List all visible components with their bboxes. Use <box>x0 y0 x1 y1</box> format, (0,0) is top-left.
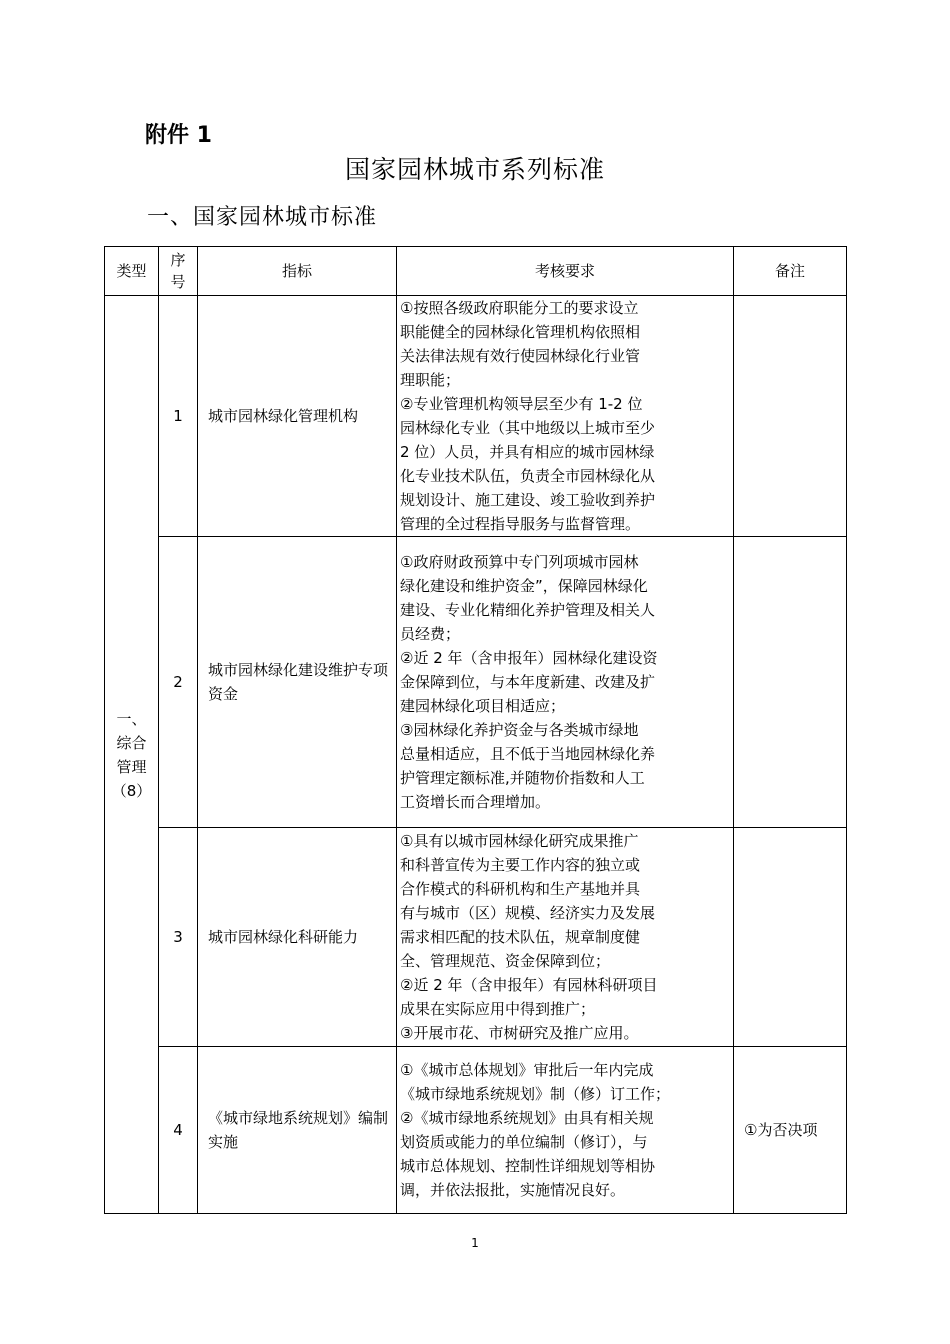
requirement-line: 建园林绿化项目相适应； <box>400 697 566 715</box>
header-note: 备注 <box>734 247 847 296</box>
requirement-line: ①按照各级政府职能分工的要求设立 <box>400 299 639 317</box>
requirement-line: 工资增长而合理增加。 <box>400 793 551 811</box>
requirement-line: 合作模式的科研机构和生产基地并具 <box>400 880 641 898</box>
requirement-line: 城市总体规划、控制性详细规划等相协 <box>400 1157 656 1175</box>
requirement-line: ①《城市总体规划》审批后一年内完成 <box>400 1061 654 1079</box>
requirement-line: 调，并依法报批，实施情况良好。 <box>400 1181 626 1199</box>
category-line3: 管理 <box>116 757 147 776</box>
requirement-line: 金保障到位，与本年度新建、改建及扩 <box>400 673 656 691</box>
requirement-line: 划资质或能力的单位编制（修订），与 <box>400 1133 648 1151</box>
document-title: 国家园林城市系列标准 <box>344 155 605 184</box>
row-number: 1 <box>159 296 198 537</box>
row-requirement <box>397 828 734 1047</box>
standards-table <box>104 246 847 1214</box>
row-note <box>734 296 847 537</box>
row-number: 4 <box>159 1047 198 1214</box>
requirement-line: ②《城市绿地系统规划》由具有相关规 <box>400 1109 654 1127</box>
requirement-line: 全、管理规范、资金保障到位； <box>400 952 611 970</box>
section-title: 一、国家园林城市标准 <box>147 205 378 230</box>
requirement-line: ①具有以城市园林绿化研究成果推广 <box>400 832 639 850</box>
header-no-line1: 序 <box>170 251 186 269</box>
row-requirement <box>397 537 734 828</box>
row-note <box>734 537 847 828</box>
requirement-line: 和科普宣传为主要工作内容的独立或 <box>400 856 641 874</box>
header-requirement: 考核要求 <box>397 247 734 296</box>
category-line4: （8） <box>111 781 152 800</box>
category-line2: 综合 <box>116 733 147 752</box>
requirement-line: 建设、专业化精细化养护管理及相关人 <box>400 601 656 619</box>
header-type: 类型 <box>105 247 159 296</box>
requirement-line: ③园林绿化养护资金与各类城市绿地 <box>400 721 639 739</box>
row-note: ①为否决项 <box>744 1121 818 1139</box>
requirement-line: ②近 2 年（含申报年）园林绿化建设资 <box>400 649 658 667</box>
header-indicator: 指标 <box>198 247 397 296</box>
requirement-line: 理职能； <box>400 371 461 389</box>
requirement-line: 成果在实际应用中得到推广； <box>400 1000 596 1018</box>
row-indicator: 城市园林绿化建设维护专项资金 <box>198 537 397 828</box>
requirement-line: 关法律法规有效行使园林绿化行业管 <box>400 347 641 365</box>
row-indicator: 城市园林绿化科研能力 <box>198 828 397 1047</box>
row-requirement <box>397 296 734 537</box>
requirement-line: 《城市绿地系统规划》制（修）订工作； <box>400 1085 671 1103</box>
requirement-line: 化专业技术队伍，负责全市园林绿化从 <box>400 467 656 485</box>
table-row <box>105 296 847 537</box>
requirement-line: 职能健全的园林绿化管理机构依照相 <box>400 323 641 341</box>
row-number: 3 <box>159 828 198 1047</box>
requirement-line: ①政府财政预算中专门列项城市园林 <box>400 553 639 571</box>
requirement-line: 有与城市（区）规模、经济实力及发展 <box>400 904 656 922</box>
table-row <box>105 1047 847 1214</box>
requirement-line: 2 位）人员，并具有相应的城市园林绿 <box>400 443 655 461</box>
category-cell <box>105 296 159 1214</box>
header-no-line2: 号 <box>170 273 186 291</box>
requirement-line: 员经费； <box>400 625 461 643</box>
row-indicator: 城市园林绿化管理机构 <box>198 296 397 537</box>
table-header-row <box>105 247 847 296</box>
requirement-line: 管理的全过程指导服务与监督管理。 <box>400 515 641 533</box>
requirement-line: ②专业管理机构领导层至少有 1-2 位 <box>400 395 643 413</box>
attachment-label: 附件 1 <box>145 123 212 148</box>
table-row <box>105 828 847 1047</box>
requirement-line: 需求相匹配的技术队伍，规章制度健 <box>400 928 641 946</box>
requirement-line: ②近 2 年（含申报年）有园林科研项目 <box>400 976 658 994</box>
row-requirement <box>397 1047 734 1214</box>
row-indicator: 《城市绿地系统规划》编制实施 <box>198 1047 397 1214</box>
row-note <box>734 828 847 1047</box>
requirement-line: 护管理定额标准,并随物价指数和人工 <box>400 769 645 787</box>
row-note-cell <box>734 1047 847 1214</box>
requirement-line: 绿化建设和维护资金”，保障园林绿化 <box>400 577 648 595</box>
header-no <box>159 247 198 296</box>
table-row <box>105 537 847 828</box>
row-number: 2 <box>159 537 198 828</box>
requirement-line: 总量相适应，且不低于当地园林绿化养 <box>400 745 656 763</box>
page-number: 1 <box>471 1236 479 1250</box>
requirement-line: ③开展市花、市树研究及推广应用。 <box>400 1024 639 1042</box>
requirement-line: 规划设计、施工建设、竣工验收到养护 <box>400 491 656 509</box>
requirement-line: 园林绿化专业（其中地级以上城市至少 <box>400 419 656 437</box>
category-line1: 一、 <box>116 709 147 728</box>
